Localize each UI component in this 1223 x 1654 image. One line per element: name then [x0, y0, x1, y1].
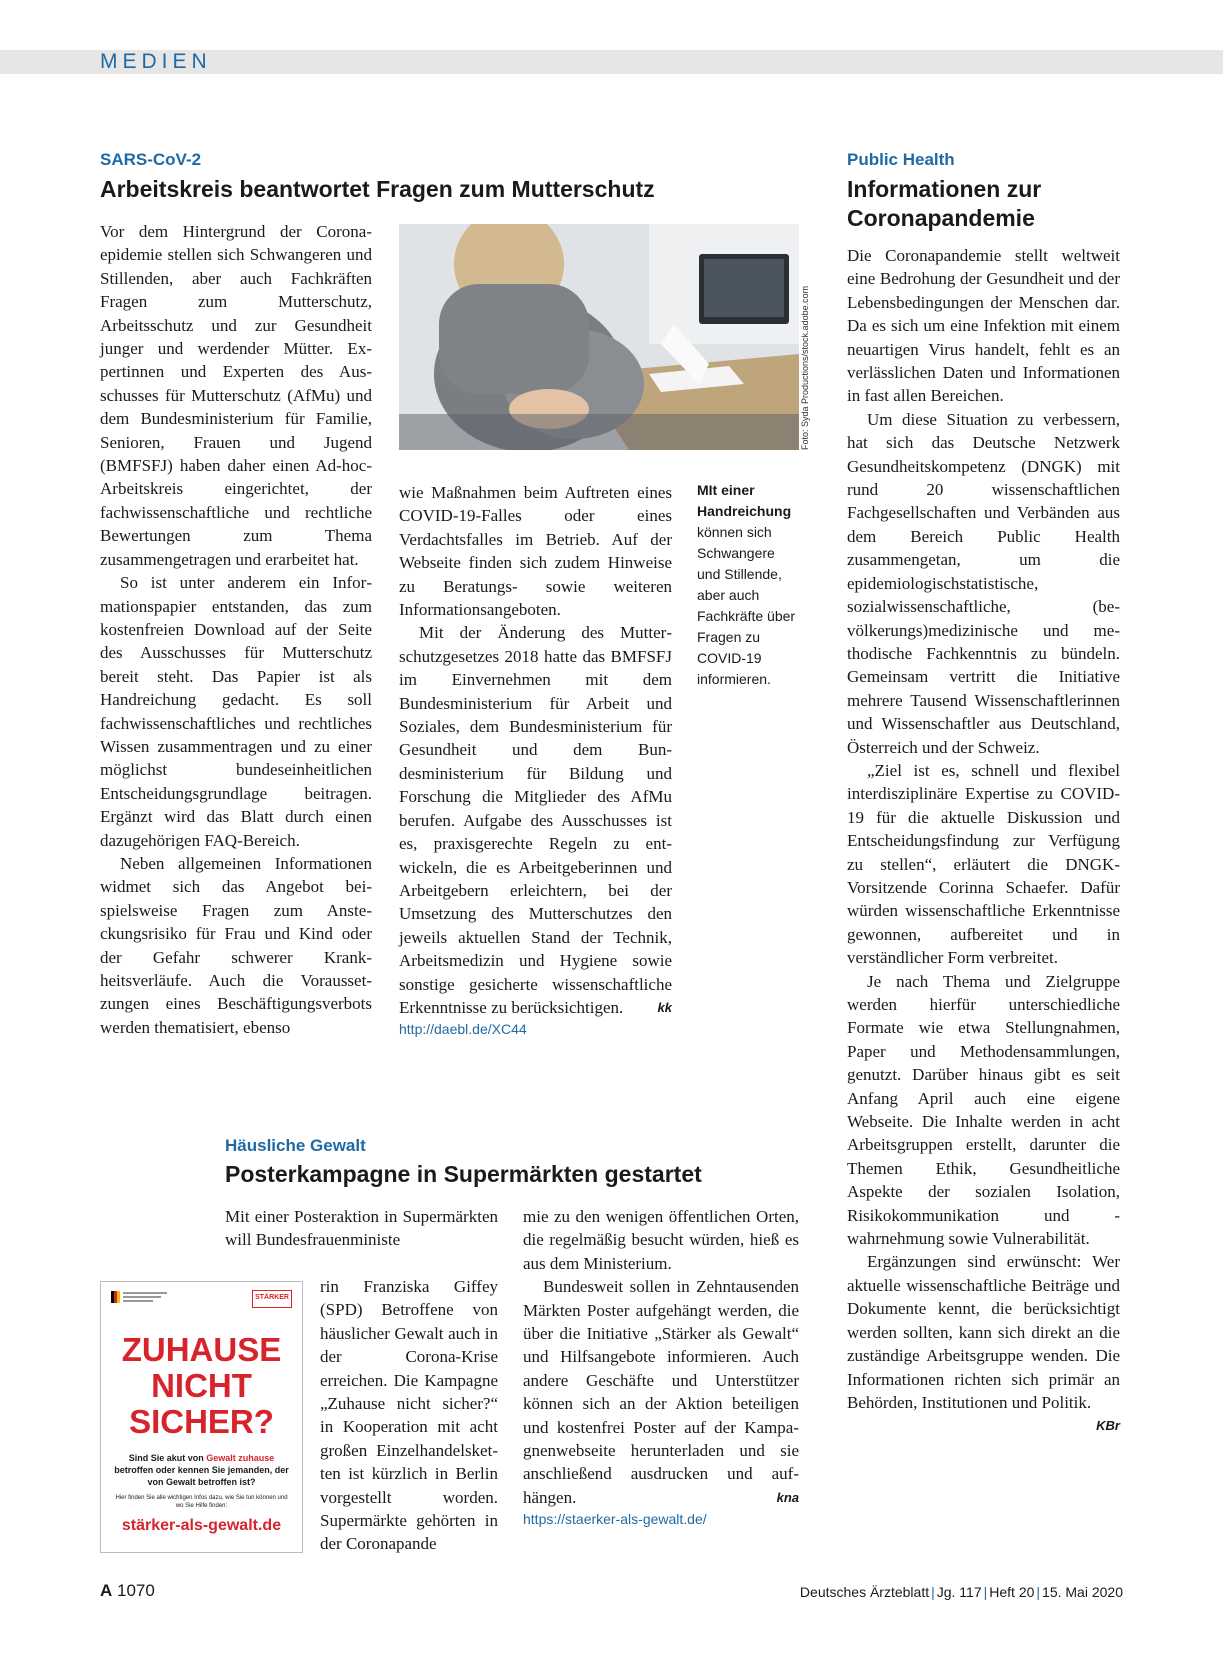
journal-volume: Jg. 117: [936, 1584, 982, 1600]
article2-para-1: Die Coronapandemie stellt weltweit eine Bedrohung der Gesundheit und der Lebensbedingungen der Menschen dar. Da es sich um eine Infektion mit einem neuartigen Virus handelt, fehlt es an verlässlichen Daten und Informationen in fast allen Bereichen.: [847, 246, 1120, 406]
journal-footer: [800, 1582, 1123, 1602]
poster-line-2: NICHT: [151, 1367, 252, 1404]
page-prefix: A: [100, 1581, 113, 1600]
article1-signature: kk: [657, 999, 672, 1015]
article2-headline-line-1: Informationen zur: [847, 176, 1042, 202]
article3-link[interactable]: https://staerker-als-gewalt.de/: [523, 1511, 707, 1528]
journal-issue: Heft 20: [989, 1584, 1035, 1600]
caption-bold: MIt einer Handreichung: [697, 482, 792, 519]
article1-col2-para-1: wie Maßnahmen beim Auftreten eines COVID-19-Falles oder eines Verdachtsfalles im Betrieb. Auf der Webseite finden sich zudem Hinweise zu Beratungs- sowie weiteren Informationsangeboten.: [399, 483, 672, 620]
article2-headline-line-2: Coronapandemie: [847, 205, 1035, 231]
article3-intro: Mit einer Posteraktion in Supermärkten will Bundesfrauenministe: [225, 1207, 498, 1250]
poster-subline-b: betroffen oder kennen Sie jemanden, der von Gewalt betroffen ist?: [114, 1465, 289, 1487]
journal-date: 15. Mai 2020: [1042, 1584, 1123, 1600]
footer-divider: |: [1036, 1584, 1041, 1600]
article2-para-5-text: Ergänzungen sind erwünscht: Wer aktuelle wissenschaftliche Beiträge und Dokumente kennt, die berücksichtigt werden sollten, kann sich direkt an die zuständige Arbeitsgruppe wenden. Die Informationen richten sich primär an Behörden, Institutionen und Politik.: [847, 1252, 1120, 1412]
poster-line-3: SICHER?: [129, 1403, 274, 1440]
article3-col2-para-1: mie zu den wenigen öffentlichen Orten, die regelmäßig besucht würden, hieß es aus dem Ministerium.: [523, 1207, 799, 1273]
article1-col1-para-1: Vor dem Hintergrund der Coronaepidemie stellen sich Schwangeren und Stillenden, aber auch Fachkräften Fragen zum Mutterschutz, Arbeitsschutz und zur Gesundheit junger und werdender Mütter. Expertinnen und Experten des Ausschusses für Mutterschutz (AfMu) und dem Bundesministerium für Familie, Senioren, Frauen und Jugend (BMFSFJ) haben daher einen Ad-hoc-Arbeitskreis eingerichtet, der fachwissenschaftliche und rechtliche Bewertungen zum Thema zusammengetragen und erarbeitet hat.: [100, 222, 372, 569]
article1-col2-para-2: [399, 621, 672, 1019]
poster-url: stärker-als-gewalt.de: [121, 1517, 282, 1534]
poster-badge: STÄRKER: [252, 1290, 292, 1308]
article1-col2-para-2-text: Mit der Änderung des Mutterschutzgesetzes 2018 hatte das BMFSFJ im Einvernehmen mit dem Bundesministerium für Arbeit und Soziales, dem Bundesministerium für Gesundheit und dem Bundesministerium für Bildung und Forschung die Mitglieder des AfMu berufen. Aufgabe des Ausschusses ist es, praxisgerechte Regeln zu entwickeln, die es Arbeitgeberinnen und Arbeitgebern erleichtern, bei der Umsetzung des Mutterschutzes den jeweils aktuellen Stand der Technik, Arbeitsmedizin und Hygiene sowie sonstige gesicherte wissenschaftliche Erkenntnisse zu berücksichtigen.: [399, 623, 672, 1017]
article1-headline: Arbeitskreis beantwortet Fragen zum Mutterschutz: [100, 176, 655, 202]
poster-headline: [101, 1332, 302, 1440]
footer-divider: |: [983, 1584, 988, 1600]
article3-col2-para-2-text: Bundesweit sollen in Zehntausenden Märkten Poster aufgehängt werden, die über die Initiative „Stärker als Gewalt“ und Hilfsangebote informieren. Auch andere Geschäfte und Unterstützer können sich an der Aktion beteiligen und kostenfrei Poster auf der Kampagnenwebseite herunterladen und sie anschließend ausdrucken und aufhängen.: [523, 1277, 799, 1507]
article1-column-2: [399, 481, 672, 1039]
article1-kicker: SARS-CoV-2: [100, 150, 202, 169]
page-number-value: 1070: [117, 1581, 155, 1600]
article2-para-5: [847, 1250, 1120, 1434]
article1-column-1: [100, 220, 372, 1039]
photo-caption: [697, 480, 802, 690]
page-number: [100, 1580, 155, 1602]
ministry-logo: [111, 1290, 171, 1304]
article1-col1-para-2: So ist unter anderem ein Informationspapier entstanden, das zum kostenfreien Download auf der Seite des Ausschusses für Mutterschutz bereit steht. Das Papier ist als Handreichung gedacht. Es soll fachwissenschaftliches und rechtliches Wissen zusammentragen und zu einer möglichst bundeseinheitlichen Entscheidungsgrundlage beitragen. Ergänzt wird das Blatt durch einen dazugehörigen FAQ-Bereich.: [100, 573, 372, 850]
article3-signature: kna: [776, 1489, 799, 1505]
poster-small-text: Hier finden Sie alle wichtigen Infos dazu, wie Sie tun können und wo Sie Hilfe finden:: [115, 1495, 288, 1509]
article3-column-2: [523, 1205, 799, 1529]
article2-kicker: Public Health: [847, 150, 955, 169]
section-label: MEDIEN: [100, 50, 212, 73]
article2-para-4: Je nach Thema und Zielgruppe werden hierfür unterschiedliche Formate wie etwa Stellungnahmen, Paper und Methodensammlungen, genutzt. Darüber hinaus gibt es seit Anfang April auch eine eigene Webseite. Die Inhalte werden in acht Arbeitsgruppen erstellt, darunter die Themen Ethik, Gesundheitliche Aspekte der sozialen Isolation, Risikokommunikation und -wahrnehmung sowie Vulnerabilität.: [847, 971, 1120, 1249]
poster-subline: [109, 1452, 294, 1488]
article1-link[interactable]: http://daebl.de/XC44: [399, 1021, 527, 1038]
journal-name: Deutsches Ärzteblatt: [799, 1584, 930, 1600]
article2-column: [847, 244, 1120, 1437]
poster-subline-a: Sind Sie akut von: [128, 1453, 207, 1463]
poster-line-1: ZUHAUSE: [121, 1331, 282, 1368]
article3-col2-para-2: [523, 1275, 799, 1509]
eagle-logo-icon: [111, 1290, 171, 1304]
campaign-poster: [100, 1281, 303, 1553]
article3-column-1: rin Franziska Giffey (SPD) Betroffene von häuslicher Gewalt auch in der Corona-Krise erreichen. Die Kampagne „Zuhause nicht sicher?“ in Kooperation mit acht großen Einzelhandelsketten ist kürzlich in Berlin vorgestellt worden. Supermärkte gehörten in der Coronapande: [320, 1277, 498, 1554]
article3-headline: Posterkampagne in Supermärkten gestartet: [225, 1161, 702, 1187]
article2-headline: [847, 175, 1127, 233]
pregnant-woman-photo: [399, 224, 799, 450]
article2-signature: KBr: [1096, 1418, 1120, 1434]
photo-credit: Foto: Syda Productions/stock.adobe.com: [800, 285, 810, 450]
photo-illustration: [399, 224, 799, 450]
caption-text: können sich Schwangere und Stillende, aber auch Fachkräfte über Fragen zu COVID-19 informieren.: [697, 524, 796, 687]
article1-col1-para-3: Neben allgemeinen Informationen widmet sich das Angebot beispielsweise Fragen zum Ansteckungsrisiko für Frau und Kind oder der Gefahr schwerer Krankheitsverläufe. Auch die Voraussetzungen eines Beschäftigungsverbots werden thematisiert, ebenso: [100, 853, 372, 1037]
footer-divider: |: [931, 1584, 935, 1600]
article2-para-2: Um diese Situation zu verbessern, hat sich das Deutsche Netzwerk Gesundheitskompetenz (DNGK) mit rund 20 wissenschaftlichen Fachgesellschaften und Verbänden aus dem Bereich Public Health zusammengetan, um die epidemiologischstatistische, sozialwissenschaftliche, (bevölkerungs)medizinische und methodische Fachkenntnis zu bündeln. Gemeinsam vertritt die Initiative mehrere Tausend Wissenschaftlerinnen und Wissenschaftler aus Deutschland, Österreich und der Schweiz.: [847, 409, 1120, 757]
article3-kicker: Häusliche Gewalt: [225, 1136, 366, 1155]
poster-subline-accent: Gewalt zuhause: [206, 1453, 275, 1463]
article2-para-3: „Ziel ist es, schnell und flexibel interdisziplinäre Expertise zu COVID-19 für die aktuelle Diskussion und Entscheidungsfindung zur Verfügung zu stellen“, erläutert die DNGK-Vorsitzende Corinna Schaefer. Dafür würden wissenschaftliche Erkenntnisse gewonnen, aufbereitet und in verständlicher Form verbreitet.: [847, 760, 1120, 968]
